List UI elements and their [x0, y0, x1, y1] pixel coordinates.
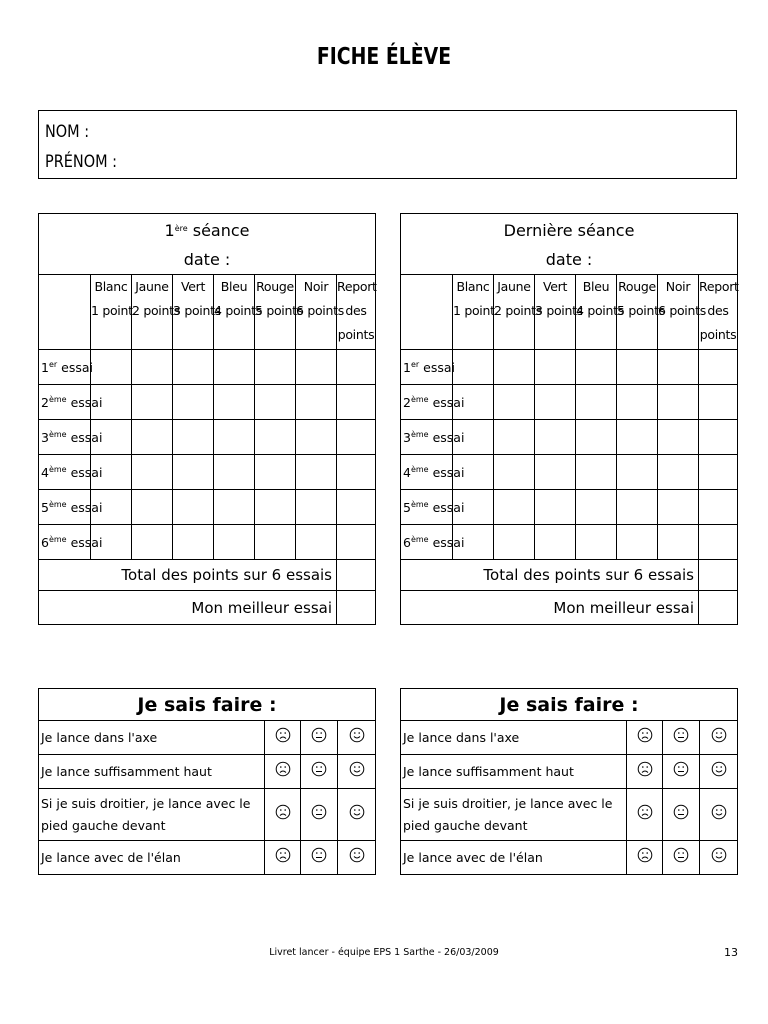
column-color: Vert: [180, 279, 206, 294]
column-color: Rouge: [256, 279, 294, 294]
essai-label: 6ème essai: [401, 525, 453, 560]
essai-row: [401, 455, 738, 490]
skill-row: [39, 721, 376, 755]
column-color: Blanc: [456, 279, 490, 294]
essai-row: [401, 420, 738, 455]
score-cell[interactable]: [337, 490, 376, 525]
happy-face-icon: [711, 761, 727, 777]
neutral-face-icon[interactable]: [301, 789, 338, 841]
score-cell[interactable]: [535, 455, 576, 490]
session-title: Dernière séance: [503, 221, 635, 240]
best-row: [39, 591, 376, 625]
sad-face-icon[interactable]: [627, 755, 663, 789]
essai-row: [39, 455, 376, 490]
col-blanc: [91, 275, 132, 350]
column-color: Noir: [303, 279, 329, 294]
essai-label: 4ème essai: [39, 455, 91, 490]
skills-title: Je sais faire :: [39, 689, 376, 721]
sad-face-icon: [275, 761, 291, 777]
score-cell[interactable]: [658, 455, 699, 490]
score-cell[interactable]: [617, 420, 658, 455]
skill-label: Je lance avec de l'élan: [401, 841, 627, 875]
score-cell[interactable]: [296, 385, 337, 420]
happy-face-icon: [349, 804, 365, 820]
score-cell[interactable]: [214, 455, 255, 490]
total-row: [39, 560, 376, 591]
score-cell[interactable]: [658, 490, 699, 525]
score-cell[interactable]: [173, 420, 214, 455]
score-cell[interactable]: [214, 420, 255, 455]
column-points: 3 points: [535, 303, 583, 318]
col-noir: [296, 275, 344, 350]
column-color: Noir: [665, 279, 691, 294]
essai-row: [39, 385, 376, 420]
score-cell[interactable]: [576, 350, 617, 385]
score-cell[interactable]: [132, 420, 173, 455]
score-cell[interactable]: [617, 350, 658, 385]
sad-face-icon: [275, 727, 291, 743]
sad-face-icon[interactable]: [627, 841, 663, 875]
neutral-face-icon: [311, 847, 327, 863]
column-points: 6 points: [658, 303, 706, 318]
neutral-face-icon: [673, 727, 689, 743]
score-cell[interactable]: [494, 350, 535, 385]
score-cell[interactable]: [132, 525, 173, 560]
happy-face-icon: [711, 804, 727, 820]
score-cell[interactable]: [173, 490, 214, 525]
score-cell[interactable]: [214, 525, 255, 560]
essai-row: [401, 350, 738, 385]
score-cell[interactable]: [658, 525, 699, 560]
score-cell[interactable]: [337, 385, 376, 420]
sad-face-icon[interactable]: [265, 789, 301, 841]
happy-face-icon[interactable]: [700, 755, 738, 789]
score-cell[interactable]: [535, 490, 576, 525]
score-cell[interactable]: [494, 385, 535, 420]
score-cell[interactable]: [173, 350, 214, 385]
score-cell[interactable]: [699, 420, 738, 455]
neutral-face-icon: [311, 804, 327, 820]
skill-row: [401, 841, 738, 875]
score-cell[interactable]: [132, 385, 173, 420]
happy-face-icon[interactable]: [338, 789, 376, 841]
essai-label: 1er essai: [39, 350, 91, 385]
neutral-face-icon[interactable]: [301, 841, 338, 875]
neutral-face-icon[interactable]: [663, 755, 700, 789]
essai-row: [39, 350, 376, 385]
neutral-face-icon[interactable]: [663, 841, 700, 875]
sad-face-icon[interactable]: [265, 755, 301, 789]
score-cell[interactable]: [535, 420, 576, 455]
best-row: [401, 591, 738, 625]
happy-face-icon: [349, 847, 365, 863]
column-color: Jaune: [497, 279, 531, 294]
column-color: Rouge: [618, 279, 656, 294]
score-cell[interactable]: [658, 420, 699, 455]
column-points: 1 point: [91, 303, 133, 318]
score-cell[interactable]: [494, 525, 535, 560]
score-cell[interactable]: [296, 525, 337, 560]
happy-face-icon[interactable]: [338, 841, 376, 875]
col-blanc: [453, 275, 494, 350]
score-cell[interactable]: [617, 490, 658, 525]
neutral-face-icon: [673, 847, 689, 863]
essai-row: [39, 490, 376, 525]
essai-row: [401, 490, 738, 525]
col-rouge: [255, 275, 303, 350]
col-jaune: [494, 275, 542, 350]
empty-corner-cell: [39, 275, 91, 350]
score-table: [38, 213, 376, 625]
score-cell[interactable]: [617, 385, 658, 420]
session-title: 1ère séance: [164, 221, 250, 240]
best-row-label: Mon meilleur essai: [39, 591, 337, 625]
score-cell[interactable]: [658, 385, 699, 420]
happy-face-icon[interactable]: [700, 721, 738, 755]
neutral-face-icon[interactable]: [301, 755, 338, 789]
sad-face-icon[interactable]: [627, 721, 663, 755]
score-cell[interactable]: [173, 385, 214, 420]
score-cell[interactable]: [699, 455, 738, 490]
score-cell[interactable]: [337, 350, 376, 385]
sad-face-icon[interactable]: [627, 789, 663, 841]
sad-face-icon: [637, 761, 653, 777]
total-row-value-cell[interactable]: [337, 560, 376, 591]
happy-face-icon[interactable]: [700, 841, 738, 875]
skill-label: Je lance suffisamment haut: [39, 755, 265, 789]
happy-face-icon[interactable]: [700, 789, 738, 841]
skill-row: [401, 789, 738, 841]
score-cell[interactable]: [494, 490, 535, 525]
neutral-face-icon: [673, 804, 689, 820]
essai-row: [39, 525, 376, 560]
neutral-face-icon: [311, 761, 327, 777]
score-cell[interactable]: [255, 490, 296, 525]
happy-face-icon: [349, 761, 365, 777]
col-noir: [658, 275, 706, 350]
essai-label: 3ème essai: [39, 420, 91, 455]
score-cell[interactable]: [535, 525, 576, 560]
column-color: Jaune: [135, 279, 169, 294]
column-points: 5 points: [617, 303, 665, 318]
skills-table: [400, 688, 738, 875]
identity-box: [38, 110, 737, 179]
total-row-label: Total des points sur 6 essais: [39, 560, 337, 591]
total-row: [401, 560, 738, 591]
skill-row: [401, 755, 738, 789]
column-points: 5 points: [255, 303, 303, 318]
skills-table: [38, 688, 376, 875]
skill-label: Je lance avec de l'élan: [39, 841, 265, 875]
sad-face-icon: [275, 804, 291, 820]
column-color: Bleu: [220, 279, 248, 294]
col-bleu: [576, 275, 624, 350]
essai-label: 5ème essai: [39, 490, 91, 525]
happy-face-icon[interactable]: [338, 755, 376, 789]
report-label-line: des: [345, 303, 367, 318]
score-cell[interactable]: [255, 455, 296, 490]
essai-row: [401, 385, 738, 420]
date-label: date :: [183, 250, 231, 269]
empty-corner-cell: [401, 275, 453, 350]
report-label-line: points: [337, 327, 375, 342]
skill-label: Si je suis droitier, je lance avec le pied gauche devant: [39, 789, 265, 841]
skill-row: [39, 841, 376, 875]
score-cell[interactable]: [535, 385, 576, 420]
score-cell[interactable]: [699, 350, 738, 385]
best-row-value-cell[interactable]: [699, 591, 738, 625]
report-label-line: Report: [337, 279, 377, 294]
skill-row: [39, 755, 376, 789]
score-cell[interactable]: [337, 525, 376, 560]
score-cell[interactable]: [699, 385, 738, 420]
score-cell[interactable]: [576, 490, 617, 525]
skill-label: Je lance dans l'axe: [39, 721, 265, 755]
prenom-label: PRÉNOM :: [45, 152, 117, 172]
skill-label: Si je suis droitier, je lance avec le pied gauche devant: [401, 789, 627, 841]
column-points: 4 points: [576, 303, 624, 318]
score-cell[interactable]: [576, 455, 617, 490]
col-jaune: [132, 275, 180, 350]
sad-face-icon: [275, 847, 291, 863]
sad-face-icon: [637, 847, 653, 863]
score-cell[interactable]: [576, 525, 617, 560]
sad-face-icon[interactable]: [265, 721, 301, 755]
essai-row: [39, 420, 376, 455]
score-cell[interactable]: [255, 525, 296, 560]
score-cell[interactable]: [214, 350, 255, 385]
score-cell[interactable]: [576, 420, 617, 455]
session-header: [39, 214, 376, 275]
col-vert: [173, 275, 221, 350]
happy-face-icon: [711, 847, 727, 863]
essai-label: 5ème essai: [401, 490, 453, 525]
happy-face-icon[interactable]: [338, 721, 376, 755]
sad-face-icon: [637, 727, 653, 743]
column-points: 6 points: [296, 303, 344, 318]
col-rouge: [617, 275, 665, 350]
column-points: 1 point: [453, 303, 495, 318]
skill-row: [401, 721, 738, 755]
essai-label: 3ème essai: [401, 420, 453, 455]
report-label-line: des: [707, 303, 729, 318]
essai-label: 2ème essai: [401, 385, 453, 420]
nom-label: NOM :: [45, 122, 90, 142]
column-color: Vert: [542, 279, 568, 294]
essai-row: [401, 525, 738, 560]
score-cell[interactable]: [337, 455, 376, 490]
score-cell[interactable]: [337, 420, 376, 455]
sad-face-icon[interactable]: [265, 841, 301, 875]
neutral-face-icon: [311, 727, 327, 743]
best-row-value-cell[interactable]: [337, 591, 376, 625]
skill-label: Je lance dans l'axe: [401, 721, 627, 755]
best-row-label: Mon meilleur essai: [401, 591, 699, 625]
score-cell[interactable]: [255, 350, 296, 385]
sad-face-icon: [637, 804, 653, 820]
essai-label: 4ème essai: [401, 455, 453, 490]
score-cell[interactable]: [617, 455, 658, 490]
report-label-line: Report: [699, 279, 739, 294]
column-points: 4 points: [214, 303, 262, 318]
score-cell[interactable]: [255, 420, 296, 455]
col-vert: [535, 275, 583, 350]
neutral-face-icon[interactable]: [301, 721, 338, 755]
score-cell[interactable]: [658, 350, 699, 385]
neutral-face-icon[interactable]: [663, 789, 700, 841]
column-points: 3 points: [173, 303, 221, 318]
score-cell[interactable]: [296, 455, 337, 490]
score-cell[interactable]: [255, 385, 296, 420]
score-cell[interactable]: [453, 350, 494, 385]
neutral-face-icon[interactable]: [663, 721, 700, 755]
skill-label: Je lance suffisamment haut: [401, 755, 627, 789]
page-title: FICHE ÉLÈVE: [316, 44, 452, 70]
happy-face-icon: [349, 727, 365, 743]
essai-label: 6ème essai: [39, 525, 91, 560]
col-bleu: [214, 275, 262, 350]
date-label: date :: [545, 250, 593, 269]
session-header: [401, 214, 738, 275]
footer-text: Livret lancer - équipe EPS 1 Sarthe - 26/03/2009: [269, 947, 499, 958]
score-cell[interactable]: [173, 455, 214, 490]
score-cell[interactable]: [296, 490, 337, 525]
skills-title: Je sais faire :: [401, 689, 738, 721]
score-cell[interactable]: [132, 350, 173, 385]
score-cell[interactable]: [173, 525, 214, 560]
score-cell[interactable]: [576, 385, 617, 420]
score-table: [400, 213, 738, 625]
score-cell[interactable]: [132, 490, 173, 525]
skill-row: [39, 789, 376, 841]
score-cell[interactable]: [132, 455, 173, 490]
essai-label: 2ème essai: [39, 385, 91, 420]
column-color: Bleu: [582, 279, 610, 294]
total-row-label: Total des points sur 6 essais: [401, 560, 699, 591]
column-points: 2 points: [132, 303, 180, 318]
happy-face-icon: [711, 727, 727, 743]
score-cell[interactable]: [699, 525, 738, 560]
score-cell[interactable]: [91, 350, 132, 385]
score-cell[interactable]: [535, 350, 576, 385]
score-cell[interactable]: [296, 420, 337, 455]
score-cell[interactable]: [296, 350, 337, 385]
score-cell[interactable]: [214, 490, 255, 525]
report-label-line: points: [699, 327, 737, 342]
neutral-face-icon: [673, 761, 689, 777]
essai-label: 1er essai: [401, 350, 453, 385]
score-cell[interactable]: [214, 385, 255, 420]
score-cell[interactable]: [494, 455, 535, 490]
total-row-value-cell[interactable]: [699, 560, 738, 591]
column-points: 2 points: [494, 303, 542, 318]
column-color: Blanc: [94, 279, 128, 294]
score-cell[interactable]: [617, 525, 658, 560]
page-number: 13: [724, 946, 738, 959]
score-cell[interactable]: [494, 420, 535, 455]
score-cell[interactable]: [699, 490, 738, 525]
